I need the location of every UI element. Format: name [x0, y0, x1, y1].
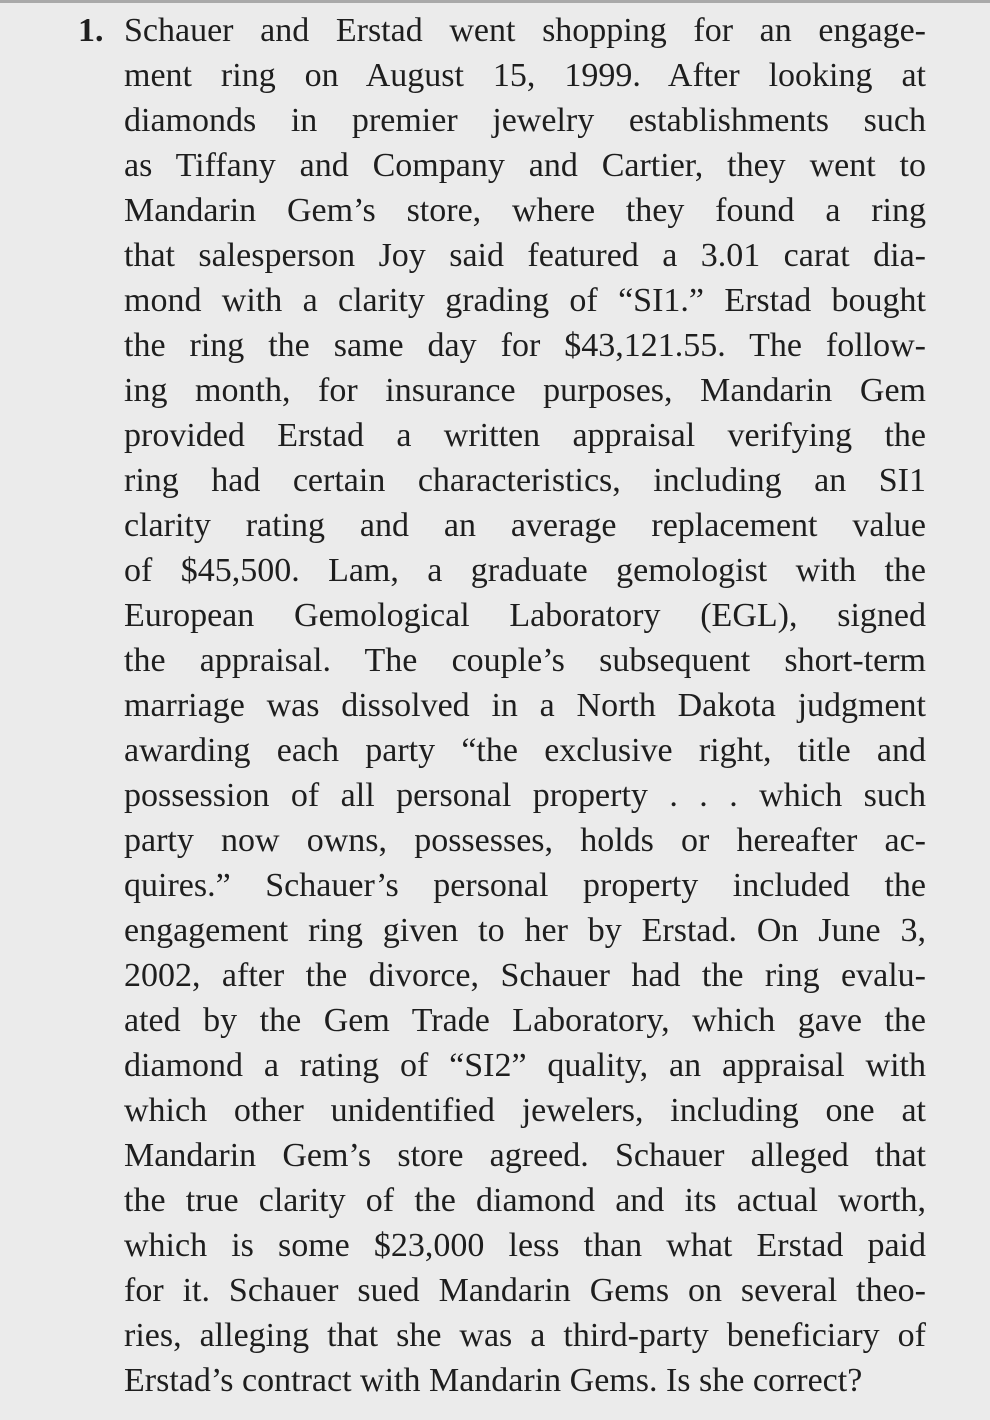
question-line: diamonds in premier jewelry establishments such [124, 102, 926, 139]
question-line: Mandarin Gem’s store agreed. Schauer alleged that [124, 1137, 926, 1174]
question-line: mond with a clarity grading of “SI1.” Erstad bought [124, 282, 926, 319]
question-line: the true clarity of the diamond and its actual worth, [124, 1182, 926, 1219]
question-line: ries, alleging that she was a third-party beneficiary of [124, 1317, 926, 1354]
question-text [124, 8, 926, 1403]
question-line: ated by the Gem Trade Laboratory, which gave the [124, 1002, 926, 1039]
question-line: European Gemological Laboratory (EGL), signed [124, 597, 926, 634]
question-line: the ring the same day for $43,121.55. The follow- [124, 327, 926, 364]
question-line: diamond a rating of “SI2” quality, an appraisal with [124, 1047, 926, 1084]
question-line: that salesperson Joy said featured a 3.01 carat dia- [124, 237, 926, 274]
question-line: marriage was dissolved in a North Dakota judgment [124, 687, 926, 724]
question-line: possession of all personal property . . . which such [124, 777, 926, 814]
question-line: ing month, for insurance purposes, Mandarin Gem [124, 372, 926, 409]
question-line: which is some $23,000 less than what Erstad paid [124, 1227, 926, 1264]
question-line: 2002, after the divorce, Schauer had the ring evalu- [124, 957, 926, 994]
question-line: for it. Schauer sued Mandarin Gems on several theo- [124, 1272, 926, 1309]
question-line: engagement ring given to her by Erstad. On June 3, [124, 912, 926, 949]
question-line: Schauer and Erstad went shopping for an engage- [124, 12, 926, 49]
question-line: provided Erstad a written appraisal verifying the [124, 417, 926, 454]
top-border-rule [0, 0, 990, 3]
question-line: clarity rating and an average replacement value [124, 507, 926, 544]
question-line: which other unidentified jewelers, including one at [124, 1092, 926, 1129]
question-line: awarding each party “the exclusive right, title and [124, 732, 926, 769]
question-line: quires.” Schauer’s personal property included the [124, 867, 926, 904]
question-line: ring had certain characteristics, including an SI1 [124, 462, 926, 499]
question-line: Erstad’s contract with Mandarin Gems. Is she correct? [124, 1362, 863, 1399]
question-line: of $45,500. Lam, a graduate gemologist with the [124, 552, 926, 589]
question-line: Mandarin Gem’s store, where they found a ring [124, 192, 926, 229]
question-line: as Tiffany and Company and Cartier, they went to [124, 147, 926, 184]
question-line: ment ring on August 15, 1999. After looking at [124, 57, 926, 94]
question-block [78, 8, 928, 1403]
question-line: party now owns, possesses, holds or hereafter ac- [124, 822, 926, 859]
question-line: the appraisal. The couple’s subsequent short-term [124, 642, 926, 679]
question-number: 1. [78, 12, 104, 49]
